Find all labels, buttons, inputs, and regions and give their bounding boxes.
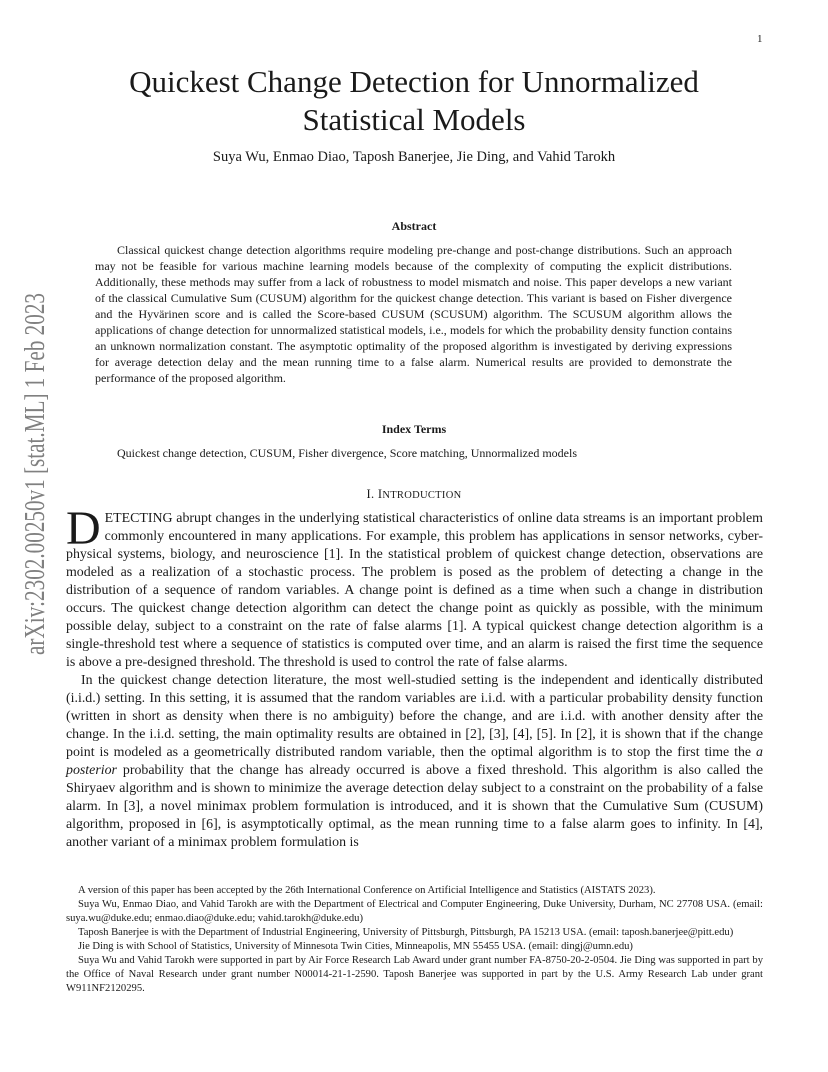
section-heading-introduction: [0, 487, 828, 502]
intro-paragraph-2-text-b: probability that the change has already occurred is above a fixed threshold. This algorithm is also called the Shiryaev algorithm and is shown to minimize the average detection delay subject to a constraint on the probability of a false alarm. In [3], a novel minimax problem formulation is introduced, and it is shown that the Cumulative Sum (CUSUM) algorithm, proposed in [6], is asymptotically optimal, as the mean running time to a false alarm goes to infinity. In [4], another variant of a minimax problem formulation is: [66, 763, 763, 850]
footnote-affiliation-pitt: Taposh Banerjee is with the Department of Industrial Engineering, University of Pittsburgh, Pittsburgh, PA 15213 USA. (email: taposh.banerjee@pitt.edu): [78, 927, 734, 938]
arxiv-identifier-text: arXiv:2302.00250v1 [stat.ML] 1 Feb 2023: [20, 290, 51, 655]
footnote-funding: Suya Wu and Vahid Tarokh were supported in part by Air Force Research Lab Award under grant number FA-8750-20-2-0504. Jie Ding was supported in part by the Office of Naval Research under grant number N00014-21-1-2590. Taposh Banerjee was supported in part by the U.S. Army Research Lab under grant W911NF2120295.: [66, 955, 763, 994]
footnote-affiliation-umn: Jie Ding is with School of Statistics, University of Minnesota Twin Cities, Minneapolis, MN 55455 USA. (email: dingj@umn.edu): [78, 941, 633, 952]
intro-paragraph-2-text-a: In the quickest change detection literature, the most well-studied setting is the independent and identically distributed (i.i.d.) setting. In this setting, it is assumed that the random variables are i.i.d. with a particular probability density function (written in short as density when there is no ambiguity) before the change, and are i.i.d. with another density after the change. In the i.i.d. setting, the main optimality results are obtained in [2], [3], [4], [5]. In [2], it is shown that if the change point is modeled as a geometrically distributed random variable, then the optimal algorithm is to stop the first time the: [66, 673, 763, 760]
section-title-rest: NTRODUCTION: [382, 490, 462, 501]
drop-cap-letter: D: [66, 502, 101, 555]
intro-paragraph-1: [66, 502, 763, 672]
index-terms-heading: Index Terms: [381, 422, 447, 436]
paper-title: [60, 63, 768, 139]
page-number: 1: [757, 33, 763, 45]
index-terms-text: Quickest change detection, CUSUM, Fisher divergence, Score matching, Unnormalized models: [117, 446, 577, 460]
paper-title-line-2: Statistical Models: [302, 102, 526, 137]
footnote-acceptance: A version of this paper has been accepted by the 26th International Conference on Artificial Intelligence and Statistics (AISTATS 2023).: [78, 885, 656, 896]
intro-paragraph-1-text: ETECTING abrupt changes in the underlying statistical characteristics of online data streams is an important problem commonly encountered in many applications. For example, this problem has applications in sensor networks, cyber-physical systems, biology, and neuroscience [1]. In the statistical problem of quickest change detection, observations are modeled as a realization of a stochastic process. The problem is posed as the problem of detecting a change in the distribution of a sequence of random variables. A change point is defined as a time when such a change in distribution occurs. The quickest change detection algorithm can detect the change point as quickly as possible, with the minimum possible delay, subject to a constraint on the rate of false alarms [1]. A typical quickest change detection algorithm is a single-threshold test where a sequence of statistics is computed over time, and an alarm is raised the first time the sequence is above a pre-designed threshold. The threshold is used to control the rate of false alarms.: [66, 511, 763, 670]
abstract-heading: Abstract: [391, 219, 437, 233]
author-list: Suya Wu, Enmao Diao, Taposh Banerjee, Jie Ding, and Vahid Tarokh: [212, 149, 616, 165]
introduction-body: [66, 502, 763, 852]
intro-paragraph-2: [66, 672, 763, 852]
section-title-initial: I: [377, 487, 383, 501]
intro-paragraph-2-italic: a posterior: [66, 745, 763, 778]
abstract-text: Classical quickest change detection algorithms require modeling pre-change and post-change distributions. Such an approach may not be feasible for various machine learning models because of the complexity of computing the explicit distributions. Additionally, these methods may suffer from a lack of robustness to model mismatch and noise. This paper develops a new variant of the classical Cumulative Sum (CUSUM) algorithm for the quickest change detection. This variant is based on Fisher divergence and the Hyvärinen score and is called the Score-based CUSUM (SCUSUM) algorithm. The SCUSUM algorithm allows the applications of change detection for unnormalized statistical models, i.e., models for which the probability density function contains an unknown normalization constant. The asymptotic optimality of the proposed algorithm is investigated by deriving expressions for average detection delay and the mean running time to a false alarm. Numerical results are provided to demonstrate the performance of the proposed algorithm.: [95, 243, 732, 385]
paper-title-line-1: Quickest Change Detection for Unnormalized: [129, 64, 699, 99]
arxiv-identifier-stamp[interactable]: [10, 290, 60, 660]
section-numeral: I.: [366, 487, 378, 501]
footnotes: [66, 884, 763, 996]
footnote-affiliation-duke: Suya Wu, Enmao Diao, and Vahid Tarokh are with the Department of Electrical and Computer Engineering, Duke University, Durham, NC 27708 USA. (email: suya.wu@duke.edu; enmao.diao@duke.edu; vahid.tarokh@duke.edu): [66, 899, 763, 924]
